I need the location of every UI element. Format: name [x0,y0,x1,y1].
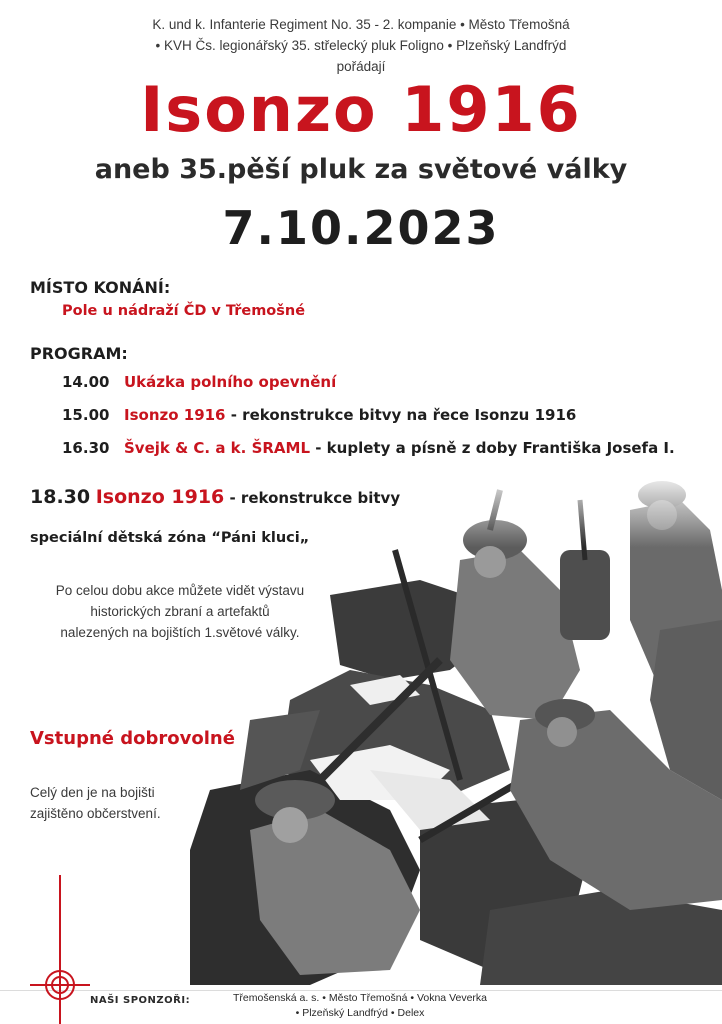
exhibit-line: Po celou dobu akce můžete vidět výstavu [55,583,305,598]
kids-zone: speciální dětská zóna “Páni kluci„ [30,530,310,546]
organizers-line-2: • KVH Čs. legionářský 35. střelecký pluk Foligno • Plzeňský Landfrýd [155,38,567,53]
program-row [62,406,576,424]
sponsors-line: • Plzeňský Landfrýd • Delex [295,1007,425,1019]
sponsors-label: NAŠI SPONZOŘI: [90,995,191,1006]
crosshair-icon [30,875,90,1024]
program-name: Švejk & C. a k. ŠRAML [124,439,311,457]
organizers-line-1: K. und k. Infanterie Regiment No. 35 - 2. kompanie • Město Třemošná [152,17,570,32]
refreshments-line: Celý den je na bojišti [30,785,155,800]
program-row [62,373,336,391]
venue-label: MÍSTO KONÁNÍ: [30,278,171,297]
program-time: 14.00 [62,373,110,391]
venue-value: Pole u nádraží ČD v Třemošné [62,303,306,319]
sponsors-line: Třemošenská a. s. • Město Třemošná • Vokna Veverka [232,992,488,1004]
highlight-name: Isonzo 1916 [95,486,225,508]
soldiers-photo [190,470,722,985]
evening-highlight [30,486,400,508]
organizers-line-3: pořádají [336,59,386,74]
highlight-time: 18.30 [30,486,91,508]
exhibit-text [30,580,330,643]
refreshments-line: zajištěno občerstvení. [30,806,161,821]
program-time: 15.00 [62,406,110,424]
event-title: Isonzo 1916 [140,73,582,146]
program-desc: - rekonstrukce bitvy na řece Isonzu 1916 [225,406,577,424]
entry-fee: Vstupné dobrovolné [30,728,235,749]
refreshments-text [30,782,200,824]
highlight-desc: - rekonstrukce bitvy [224,489,401,507]
event-subtitle: aneb 35.pěší pluk za světové války [94,154,628,185]
program-name: Ukázka polního opevnění [124,373,337,391]
exhibit-line: historických zbraní a artefaktů [90,604,270,619]
program-row [62,439,675,457]
program-time: 16.30 [62,439,110,457]
sponsors-list [200,991,520,1021]
exhibit-line: nalezených na bojištích 1.světové války. [60,625,300,640]
program-label: PROGRAM: [30,344,128,363]
program-name: Isonzo 1916 [124,406,226,424]
organizers-block [0,14,722,77]
program-desc: - kuplety a písně z doby Františka Josefa I. [310,439,675,457]
event-date: 7.10.2023 [222,201,500,255]
